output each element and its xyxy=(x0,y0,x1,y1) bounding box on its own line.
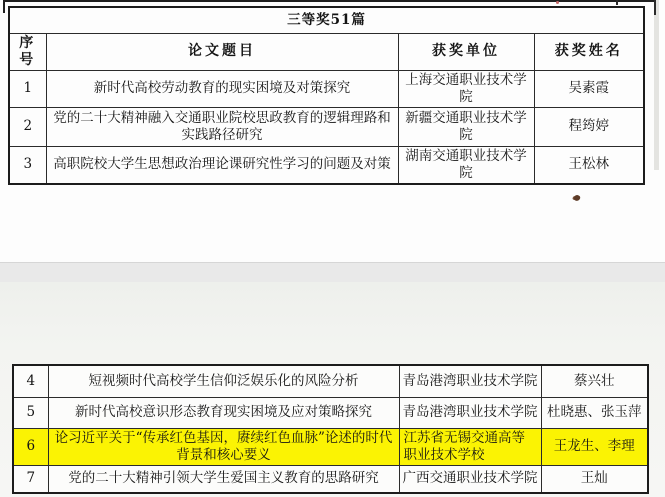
paper-title: 党的二十大精神融入交通职业院校思政教育的逻辑理路和实践路径研究 xyxy=(46,107,398,146)
paper-title: 新时代高校意识形态教育现实困境及应对策略探究 xyxy=(48,397,399,428)
award-unit: 上海交通职业技术学院 xyxy=(398,70,534,107)
header-row xyxy=(9,33,644,70)
page-separator xyxy=(0,262,665,282)
previous-row-bottom-border xyxy=(3,0,658,2)
page-fold-shadow xyxy=(654,0,659,170)
award-unit: 新疆交通职业技术学院 xyxy=(398,107,534,146)
awardee-name: 王龙生、李理 xyxy=(541,428,648,465)
awardee-name: 杜晓惠、张玉萍 xyxy=(541,397,648,428)
award-unit: 江苏省无锡交通高等职业技术学校 xyxy=(399,428,541,465)
awardee-name: 王松林 xyxy=(534,146,644,184)
paper-title: 论习近平关于“传承红色基因，赓续红色血脉”论述的时代背景和核心要义 xyxy=(48,428,399,465)
section-title-row xyxy=(9,7,644,33)
award-table-page1 xyxy=(8,6,645,185)
previous-row-left-border xyxy=(3,0,5,13)
row-number: 5 xyxy=(13,397,48,428)
award-unit: 广西交通职业技术学院 xyxy=(399,465,541,493)
table-row-3 xyxy=(9,146,644,184)
previous-row-column-border xyxy=(616,0,618,5)
paper-title: 短视频时代高校学生信仰泛娱乐化的风险分析 xyxy=(48,365,399,397)
awardee-name: 蔡兴壮 xyxy=(541,365,648,397)
section-title: 三等奖51篇 xyxy=(9,7,644,33)
row-number: 4 xyxy=(13,365,48,397)
row-number: 6 xyxy=(13,428,48,465)
awardee-name: 程筠婷 xyxy=(534,107,644,146)
col-header-title: 论文题目 xyxy=(46,33,398,70)
row-number: 3 xyxy=(9,146,46,184)
award-table-page2 xyxy=(12,364,649,494)
col-header-unit: 获奖单位 xyxy=(398,33,534,70)
col-header-name: 获奖姓名 xyxy=(534,33,644,70)
paper-title: 新时代高校劳动教育的现实困境及对策探究 xyxy=(46,70,398,107)
row-number: 7 xyxy=(13,465,48,493)
table-row-6-highlighted xyxy=(13,428,648,465)
awardee-name: 王灿 xyxy=(541,465,648,493)
scan-speck-small xyxy=(556,1,559,4)
award-unit: 青岛港湾职业技术学院 xyxy=(399,365,541,397)
col-header-no: 序号 xyxy=(9,33,46,70)
table-row-4 xyxy=(13,365,648,397)
table-row-2 xyxy=(9,107,644,146)
awardee-name: 吴素霞 xyxy=(534,70,644,107)
table-row-7 xyxy=(13,465,648,493)
table-row-5 xyxy=(13,397,648,428)
award-unit: 青岛港湾职业技术学院 xyxy=(399,397,541,428)
award-unit: 湖南交通职业技术学院 xyxy=(398,146,534,184)
paper-title: 党的二十大精神引领大学生爱国主义教育的思路研究 xyxy=(48,465,399,493)
table-row-1 xyxy=(9,70,644,107)
row-number: 2 xyxy=(9,107,46,146)
paper-title: 高职院校大学生思想政治理论课研究性学习的问题及对策 xyxy=(46,146,398,184)
row-number: 1 xyxy=(9,70,46,107)
page-edge-line xyxy=(654,0,656,15)
